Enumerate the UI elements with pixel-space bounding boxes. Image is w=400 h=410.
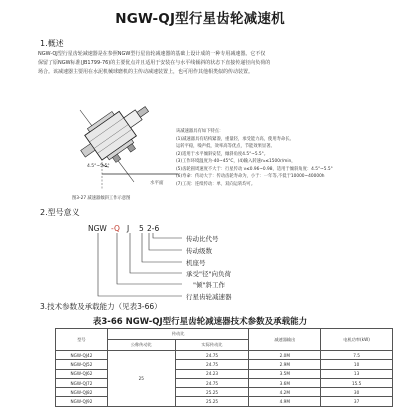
header-actual-ratio: 实际传动比 — [175, 340, 249, 351]
cell-model: NGW-QJ72 — [56, 378, 108, 387]
table-row — [56, 360, 393, 369]
header-output-torque: 减速器输出 — [249, 329, 321, 351]
cell-torque: 4.2M — [249, 388, 321, 397]
figure-caption: 图3-27 减速器倾斜工作示意图 — [72, 196, 131, 201]
overview-paragraph — [38, 50, 378, 77]
cell-model: NGW-QJ82 — [56, 388, 108, 397]
note-line: (1)减速器具有结构紧凑，重量轻，承受能力高，使用寿命长。 — [176, 136, 294, 142]
cell-model: NGW-QJ62 — [56, 369, 108, 378]
table-row — [56, 378, 393, 387]
cell-model: NGW-QJ52 — [56, 360, 108, 369]
code-connector-lines — [90, 232, 200, 304]
page-title: NGW-QJ型行星齿轮减速机 — [115, 11, 285, 27]
section-2-heading: 2.型号意义 — [40, 208, 80, 217]
cell-actual-ratio: 25.25 — [175, 397, 249, 406]
angle-label: 4.5°~5.5° — [87, 164, 110, 169]
section-3-heading: 3.技术参数及承载能力（见表3-66） — [40, 302, 162, 311]
cell-torque: 3.5M — [249, 369, 321, 378]
horizontal-plane-label: 水平面 — [150, 181, 164, 186]
code-part-ngw: NGW — [88, 224, 107, 233]
label-frame-no: 机座号 — [186, 259, 206, 267]
label-planetary-reducer: 行星齿轮减速器 — [186, 293, 232, 301]
cell-model: NGW-QJ92 — [56, 397, 108, 406]
label-stages: 传动级数 — [186, 247, 212, 255]
header-ratio: 传动比 — [107, 329, 249, 340]
overview-line: 保留了原NGW标准(JB1799-76)的主要优点并且适用于安装在与水平线倾斜的状态下直接传递径向负荷的 — [38, 60, 271, 66]
header-nominal-ratio: 公称传动比 — [107, 340, 175, 351]
code-part-q: -Q — [111, 224, 120, 233]
cell-nominal-ratio: 25 — [107, 351, 175, 407]
table-row — [56, 369, 393, 378]
table-row — [56, 397, 393, 406]
cell-power: 15.5 — [321, 378, 393, 387]
code-part-2-6: 2-6 — [147, 224, 160, 233]
section-1-heading: 1.概述 — [40, 39, 64, 48]
label-ratio-code: 传动比代号 — [186, 235, 219, 243]
note-line: (5)齿轮圆周速度不大于：行星传动 v≤0.96~0.98，适用于倾斜角度：4.5°~5.5° — [176, 166, 333, 172]
cell-actual-ratio: 24.23 — [175, 369, 249, 378]
features-notes — [176, 128, 396, 188]
cell-power: 10 — [321, 360, 393, 369]
note-line: (2)适用于水平倾斜安装，倾斜角度4.5°~5.5°。 — [176, 151, 269, 157]
table-row — [56, 351, 393, 360]
note-line: 该减速器具有如下特点： — [176, 129, 224, 134]
note-line: (7)工况：连续传动：单、双向运转均可。 — [176, 181, 256, 187]
cell-power: 7.5 — [321, 351, 393, 360]
cell-model: NGW-QJ42 — [56, 351, 108, 360]
code-part-5: 5 — [139, 224, 144, 233]
overview-line: NGW-QJ型行星齿轮减速器是在参照NGW型行星齿轮减速器的基础上设计成的一种专用减速器。它不仅 — [38, 51, 266, 57]
note-line: 运转平稳，噪声低，效率高等优点，节能效果显著。 — [176, 144, 275, 149]
cell-power: 30 — [321, 388, 393, 397]
cell-actual-ratio: 24.75 — [175, 378, 249, 387]
header-motor-power: 电机功率(kW) — [321, 329, 393, 351]
cell-actual-ratio: 25.25 — [175, 388, 249, 397]
table-row — [56, 388, 393, 397]
cell-power: 37 — [321, 397, 393, 406]
cell-torque: 2.9M — [249, 360, 321, 369]
overview-line: 场合。该减速器主要用在水泥机械球磨机的主传动减速装置上，也可用作其他相类似的传动装置。 — [38, 69, 254, 75]
note-line: (6)寿命：传动大于：传动齿轮寿命为，小于：一年等,不低于10000~40000h — [176, 174, 325, 179]
cell-torque: 4.9M — [249, 397, 321, 406]
note-line: (3)工作环境温度为-40~45°C，(4)输入转速n₁≤1500r/min， — [176, 159, 296, 164]
label-radial-load: 承受"径"向负荷 — [186, 270, 231, 278]
cell-actual-ratio: 24.75 — [175, 351, 249, 360]
cell-actual-ratio: 24.75 — [175, 360, 249, 369]
cell-torque: 2.0M — [249, 351, 321, 360]
spec-table — [55, 328, 393, 407]
cell-torque: 3.6M — [249, 378, 321, 387]
header-model: 型号 — [56, 329, 108, 351]
code-part-j: J — [127, 224, 130, 233]
cell-power: 13 — [321, 369, 393, 378]
label-inclined-work: "倾"斜工作 — [193, 281, 225, 289]
table-title: 表3-66 NGW-QJ型行星齿轮减速器技术参数及承载能力 — [92, 317, 308, 327]
